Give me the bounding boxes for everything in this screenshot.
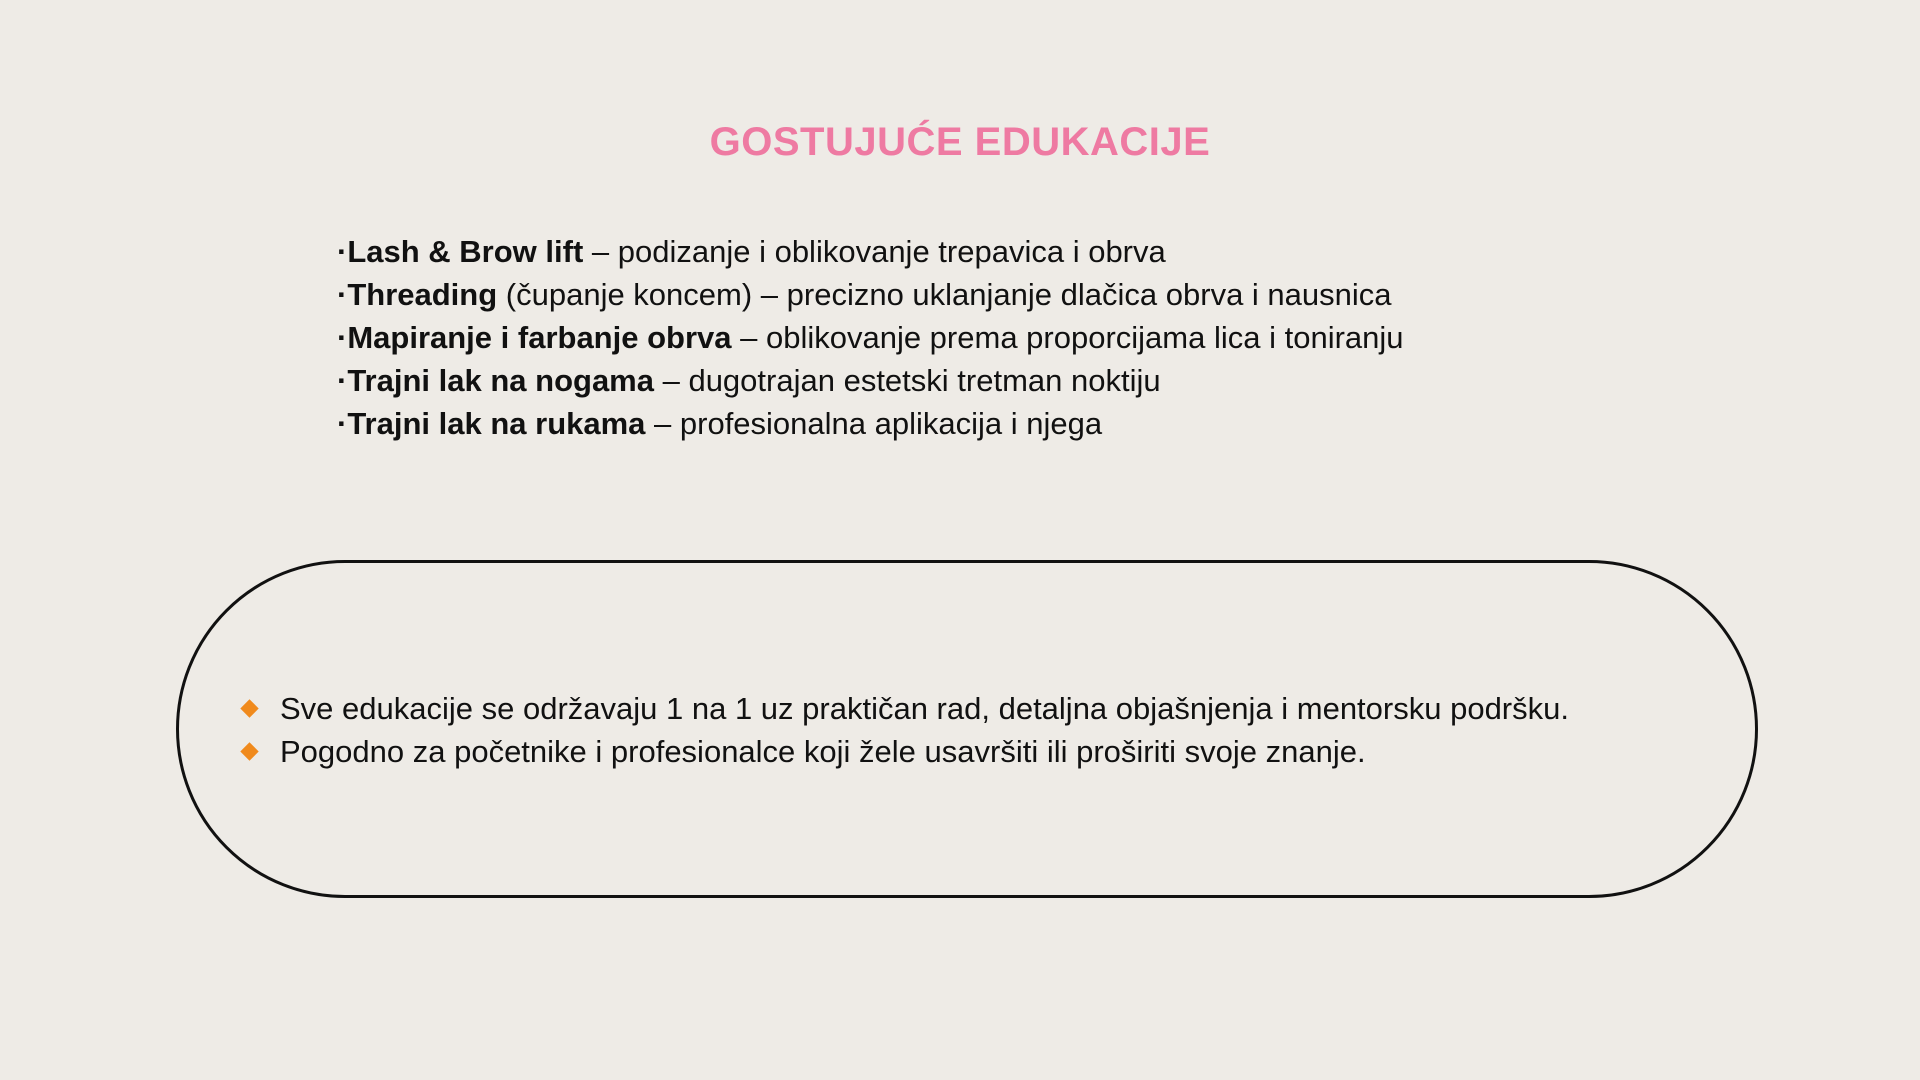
service-name: Trajni lak na nogama [347, 363, 654, 398]
note-text: Sve edukacije se održavaju 1 na 1 uz praktičan rad, detaljna objašnjenja i mentorsku podršku. [280, 691, 1569, 726]
orange-diamond-icon [240, 742, 258, 760]
list-item [337, 273, 1404, 316]
service-description: (čupanje koncem) – precizno uklanjanje dlačica obrva i nausnica [497, 277, 1392, 312]
bullet-dot: · [337, 363, 348, 398]
bullet-dot: · [337, 277, 348, 312]
note-item [238, 687, 1569, 730]
bullet-dot: · [337, 234, 348, 269]
service-name: Mapiranje i farbanje obrva [347, 320, 732, 355]
list-item [337, 316, 1404, 359]
note-item [238, 730, 1569, 773]
service-description: – oblikovanje prema proporcijama lica i toniranju [731, 320, 1404, 355]
page-title: GOSTUJUĆE EDUKACIJE [709, 120, 1211, 164]
orange-diamond-icon [240, 699, 258, 717]
service-name: Threading [347, 277, 498, 312]
note-text: Pogodno za početnike i profesionalce koji žele usavršiti ili proširiti svoje znanje. [280, 734, 1366, 769]
notes-list [238, 687, 1569, 773]
service-description: – dugotrajan estetski tretman noktiju [653, 363, 1161, 398]
service-name: Lash & Brow lift [347, 234, 584, 269]
service-description: – podizanje i oblikovanje trepavica i obrva [583, 234, 1166, 269]
service-description: – profesionalna aplikacija i njega [645, 406, 1103, 441]
services-list [337, 230, 1404, 445]
list-item [337, 359, 1404, 402]
bullet-dot: · [337, 320, 348, 355]
service-name: Trajni lak na rukama [347, 406, 646, 441]
list-item [337, 230, 1404, 273]
list-item [337, 402, 1404, 445]
bullet-dot: · [337, 406, 348, 441]
